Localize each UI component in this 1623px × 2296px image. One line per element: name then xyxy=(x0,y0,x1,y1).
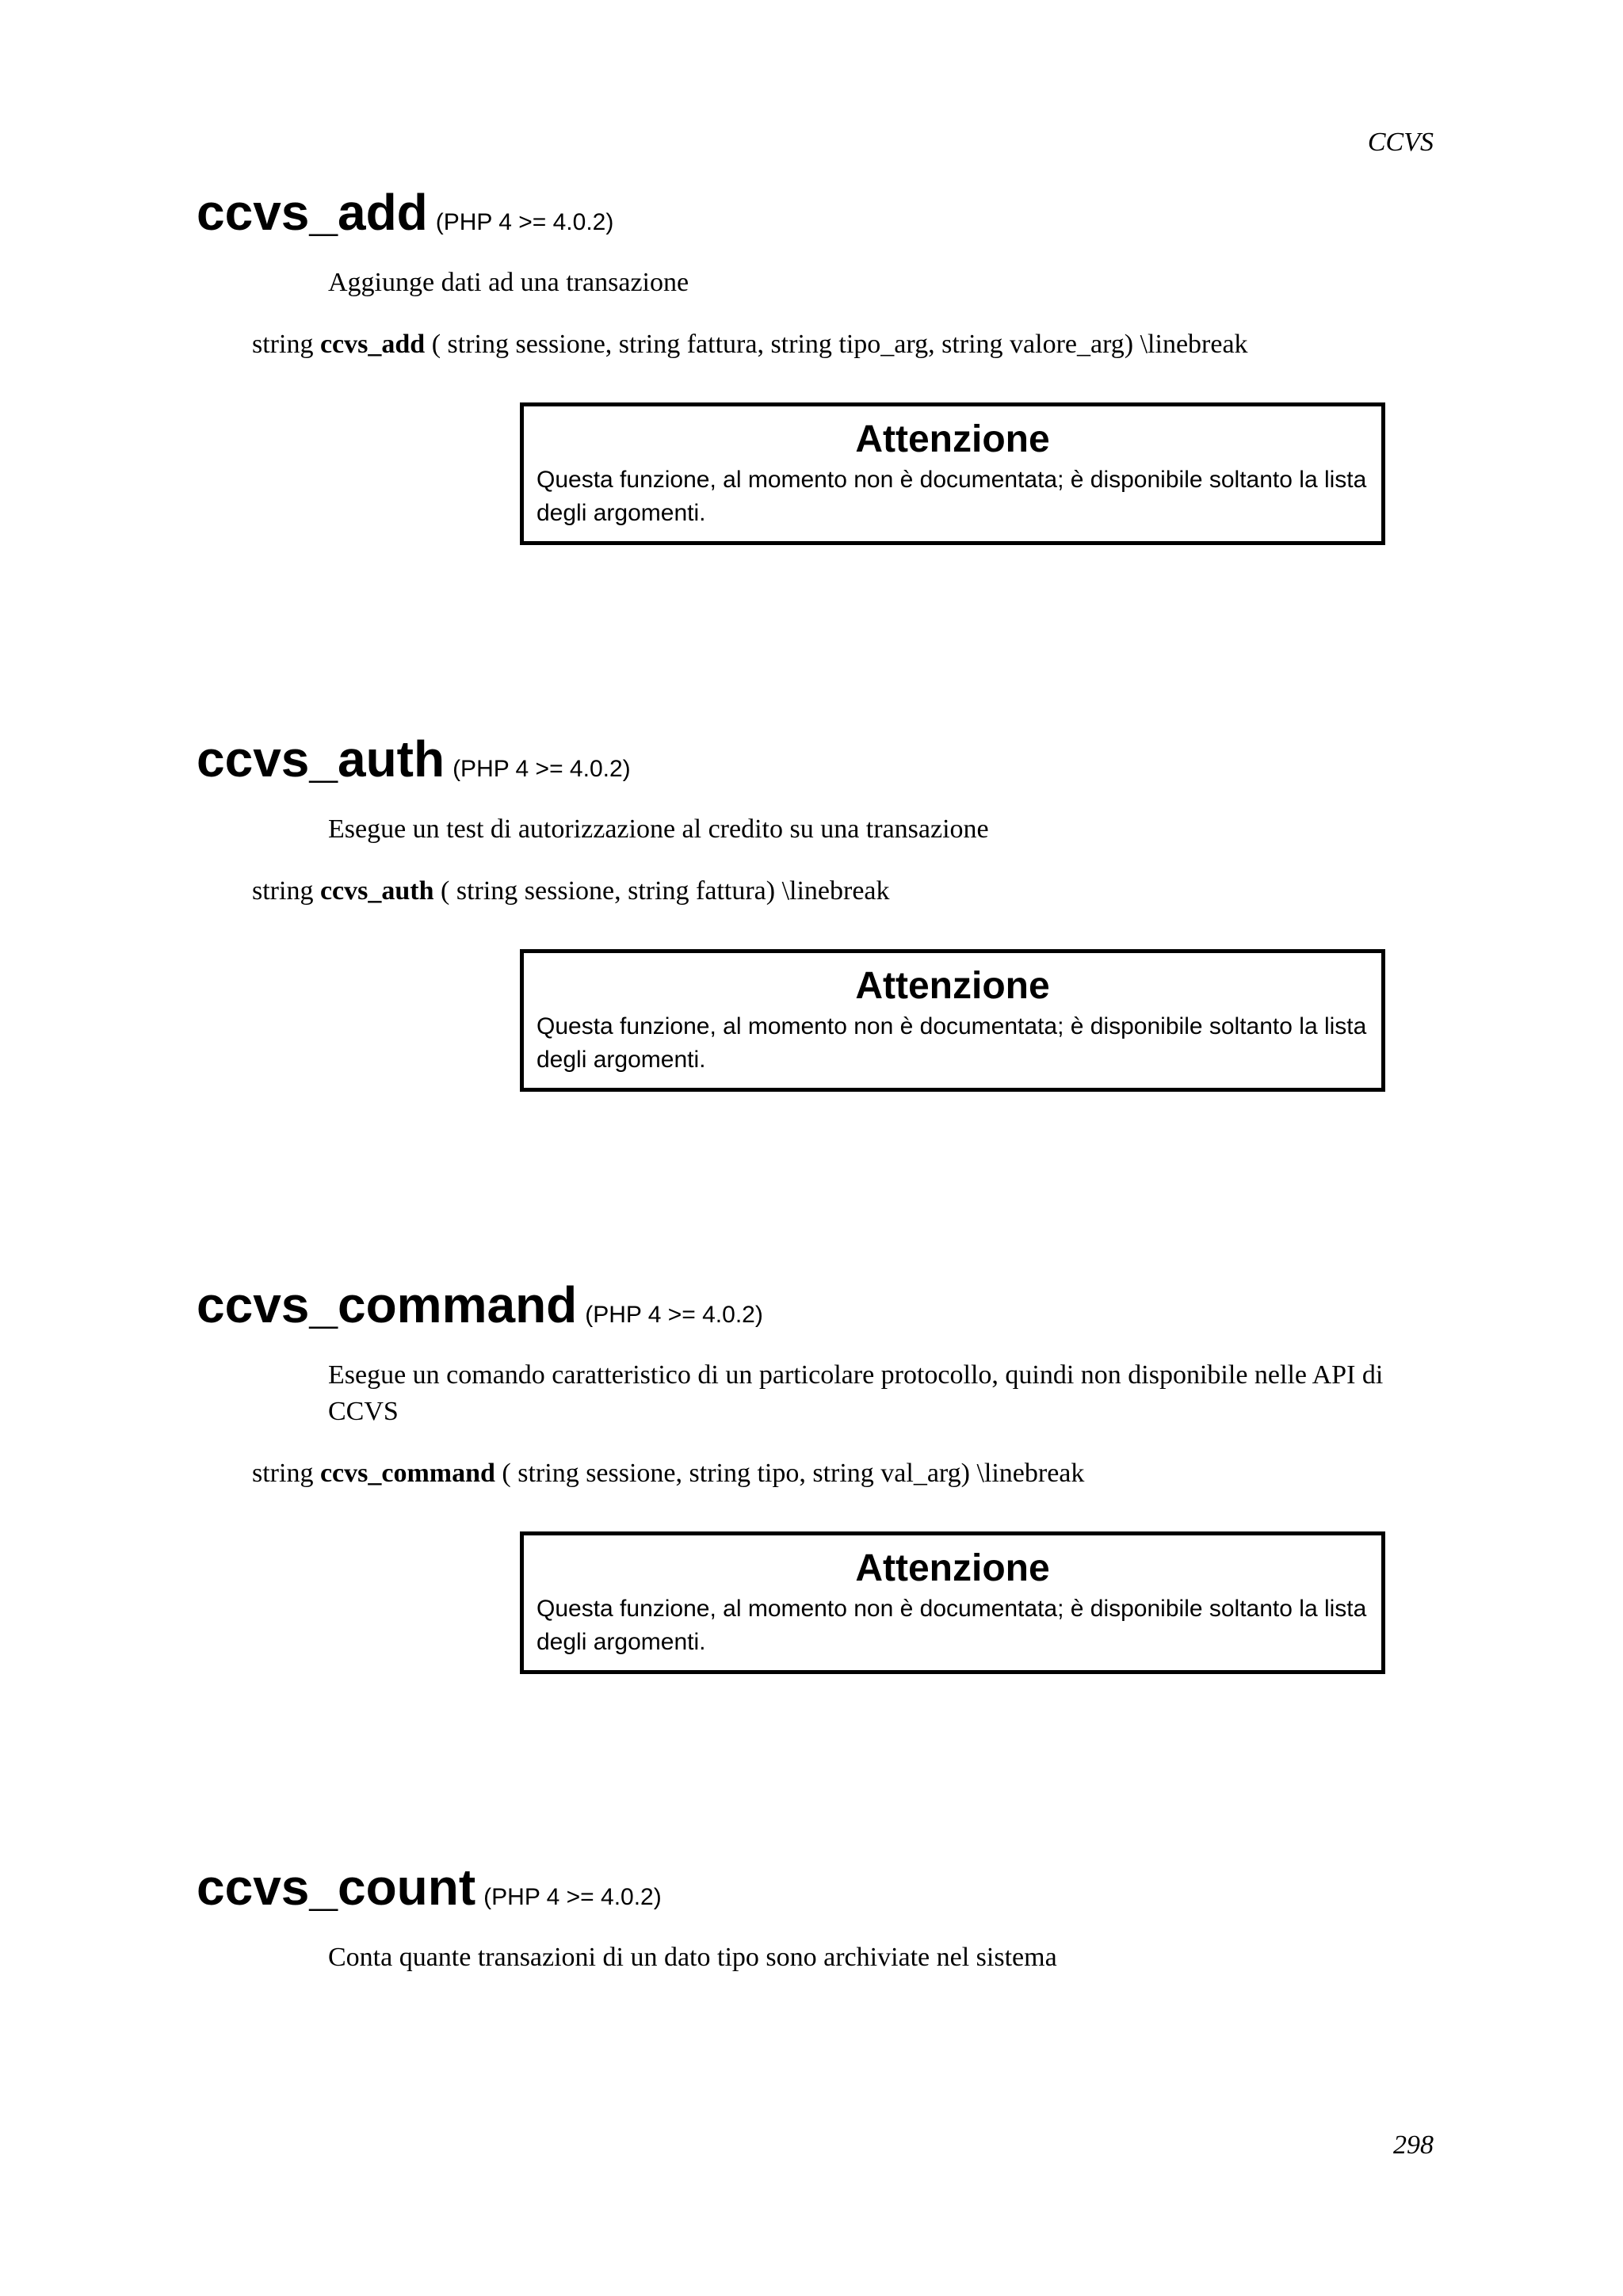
entry-title xyxy=(197,727,1433,791)
warning-title: Attenzione xyxy=(855,418,1050,460)
warning-box xyxy=(520,949,1385,1092)
function-name: ccvs_add xyxy=(197,184,428,241)
function-synopsis xyxy=(252,326,1433,363)
entry-title xyxy=(197,1273,1433,1337)
purpose-text: Esegue un comando caratteristico di un particolare protocollo, quindi non disponibile nelle API di CCVS xyxy=(328,1360,1384,1426)
function-name: ccvs_auth xyxy=(197,730,445,788)
purpose-text: Esegue un test di autorizzazione al credito su una transazione xyxy=(328,814,989,844)
synopsis-function-name: ccvs_add xyxy=(319,330,426,359)
return-type: string xyxy=(252,1459,314,1488)
synopsis-function-name: ccvs_auth xyxy=(319,876,434,906)
warning-title: Attenzione xyxy=(855,965,1050,1007)
function-name: ccvs_count xyxy=(197,1859,476,1916)
warning-text: Questa funzione, al momento non è documentata; è disponibile soltanto la lista degli argomenti. xyxy=(537,1013,1367,1073)
version-note: (PHP 4 >= 4.0.2) xyxy=(585,1302,763,1328)
warning-text: Questa funzione, al momento non è documentata; è disponibile soltanto la lista degli argomenti. xyxy=(537,467,1367,526)
purpose-text: Aggiunge dati ad una transazione xyxy=(328,268,689,297)
warning-box xyxy=(520,1531,1385,1674)
warning-title: Attenzione xyxy=(855,1547,1050,1589)
warning-text: Questa funzione, al momento non è documentata; è disponibile soltanto la lista degli argomenti. xyxy=(537,1596,1367,1655)
return-type: string xyxy=(252,330,314,359)
entry-ccvs-count xyxy=(197,1855,1433,1976)
purpose-text: Conta quante transazioni di un dato tipo sono archiviate nel sistema xyxy=(328,1943,1057,1972)
return-type: string xyxy=(252,876,314,906)
function-synopsis xyxy=(252,873,1433,910)
function-synopsis xyxy=(252,1455,1433,1492)
entry-ccvs-command xyxy=(197,1273,1433,1674)
version-note: (PHP 4 >= 4.0.2) xyxy=(483,1884,662,1910)
entry-ccvs-auth xyxy=(197,727,1433,1092)
synopsis-params: ( string sessione, string fattura) \linebreak xyxy=(441,876,890,906)
entry-ccvs-add xyxy=(197,181,1433,545)
version-note: (PHP 4 >= 4.0.2) xyxy=(435,209,614,235)
function-name: ccvs_command xyxy=(197,1276,578,1333)
version-note: (PHP 4 >= 4.0.2) xyxy=(453,756,631,782)
entry-title xyxy=(197,181,1433,244)
synopsis-function-name: ccvs_command xyxy=(319,1459,495,1488)
synopsis-params: ( string sessione, string fattura, string tipo_arg, string valore_arg) \linebreak xyxy=(431,330,1248,359)
page-number: 298 xyxy=(1393,2130,1434,2160)
running-header: CCVS xyxy=(1367,128,1434,157)
warning-box xyxy=(520,402,1385,545)
entry-title xyxy=(197,1855,1433,1919)
synopsis-params: ( string sessione, string tipo, string val_arg) \linebreak xyxy=(502,1459,1085,1488)
